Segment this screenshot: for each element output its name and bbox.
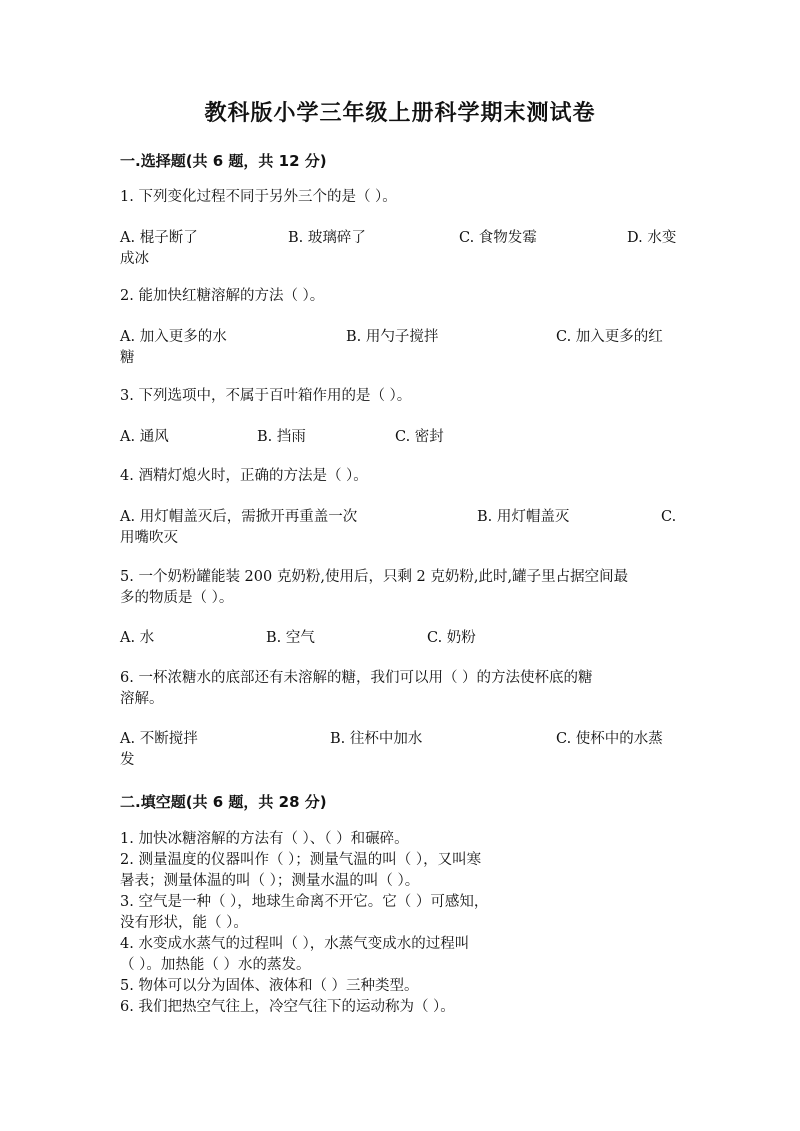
option-c: C. 密封	[395, 429, 444, 445]
question-stem-line: 多的物质是（ ）。	[120, 590, 234, 606]
option-a: A. 用灯帽盖灭后，需掀开再重盖一次	[120, 509, 358, 525]
option-group	[120, 628, 680, 672]
question-stem: 1. 下列变化过程不同于另外三个的是（ ）。	[120, 189, 397, 205]
fill-line: 3. 空气是一种（ ），地球生命离不开它。它（ ）可感知，	[120, 894, 489, 910]
option-c: C. 加入更多的红	[556, 329, 663, 345]
option-b: B. 空气	[266, 630, 315, 646]
option-c: C. 奶粉	[427, 630, 476, 646]
question-stem-line: 5. 一个奶粉罐能装 200 克奶粉,使用后，只剩 2 克奶粉,此时,罐子里占据空间最	[120, 569, 629, 585]
option-group	[120, 327, 680, 371]
option-d: D. 水变	[627, 230, 677, 246]
question-stem: 2. 能加快红糖溶解的方法（ ）。	[120, 288, 325, 304]
option-wrap-text: 成冰	[120, 251, 149, 267]
fill-blank-list	[120, 829, 690, 1018]
option-group	[120, 427, 680, 471]
option-a: A. 棍子断了	[120, 230, 198, 246]
option-group	[120, 507, 680, 551]
option-c: C. 使杯中的水蒸	[556, 731, 663, 747]
option-a: A. 通风	[120, 429, 169, 445]
fill-line: 4. 水变成水蒸气的过程叫（ ），水蒸气变成水的过程叫	[120, 936, 470, 952]
option-c: C. 食物发霉	[459, 230, 537, 246]
option-group	[120, 228, 680, 272]
question-stem: 4. 酒精灯熄火时，正确的方法是（ ）。	[120, 468, 368, 484]
fill-line: （ ）。加热能（ ）水的蒸发。	[120, 957, 311, 973]
section-heading-fill: 二.填空题(共 6 题，共 28 分)	[120, 793, 327, 811]
fill-line: 5. 物体可以分为固体、液体和（ ）三种类型。	[120, 978, 419, 994]
option-b: B. 往杯中加水	[330, 731, 423, 747]
option-a: A. 水	[120, 630, 155, 646]
question-stem-line: 溶解。	[120, 691, 164, 707]
option-wrap-text: 发	[120, 752, 135, 768]
section-heading-choice: 一.选择题(共 6 题，共 12 分)	[120, 152, 327, 170]
fill-line: 1. 加快冰糖溶解的方法有（ ）、（ ）和碾碎。	[120, 831, 409, 847]
option-wrap-text: 糖	[120, 350, 135, 366]
option-c: C.	[661, 509, 677, 525]
page-title: 教科版小学三年级上册科学期末测试卷	[204, 101, 596, 126]
option-b: B. 用勺子搅拌	[346, 329, 439, 345]
fill-line: 没有形状，能（ ）。	[120, 915, 248, 931]
option-b: B. 玻璃碎了	[288, 230, 366, 246]
option-b: B. 挡雨	[257, 429, 306, 445]
option-b: B. 用灯帽盖灭	[477, 509, 570, 525]
fill-line: 2. 测量温度的仪器叫作（ ）；测量气温的叫（ ），又叫寒	[120, 852, 482, 868]
question-stem	[120, 668, 680, 710]
option-wrap-text: 用嘴吹灭	[120, 530, 178, 546]
option-a: A. 不断搅拌	[120, 731, 198, 747]
question-stem: 3. 下列选项中，不属于百叶箱作用的是（ ）。	[120, 388, 412, 404]
question-stem	[120, 567, 680, 609]
fill-line: 暑表；测量体温的叫（ ）；测量水温的叫（ ）。	[120, 873, 420, 889]
question-stem-line: 6. 一杯浓糖水的底部还有未溶解的糖，我们可以用（ ）的方法使杯底的糖	[120, 670, 593, 686]
option-group	[120, 729, 680, 773]
fill-line: 6. 我们把热空气往上，冷空气往下的运动称为（ ）。	[120, 999, 455, 1015]
option-a: A. 加入更多的水	[120, 329, 227, 345]
